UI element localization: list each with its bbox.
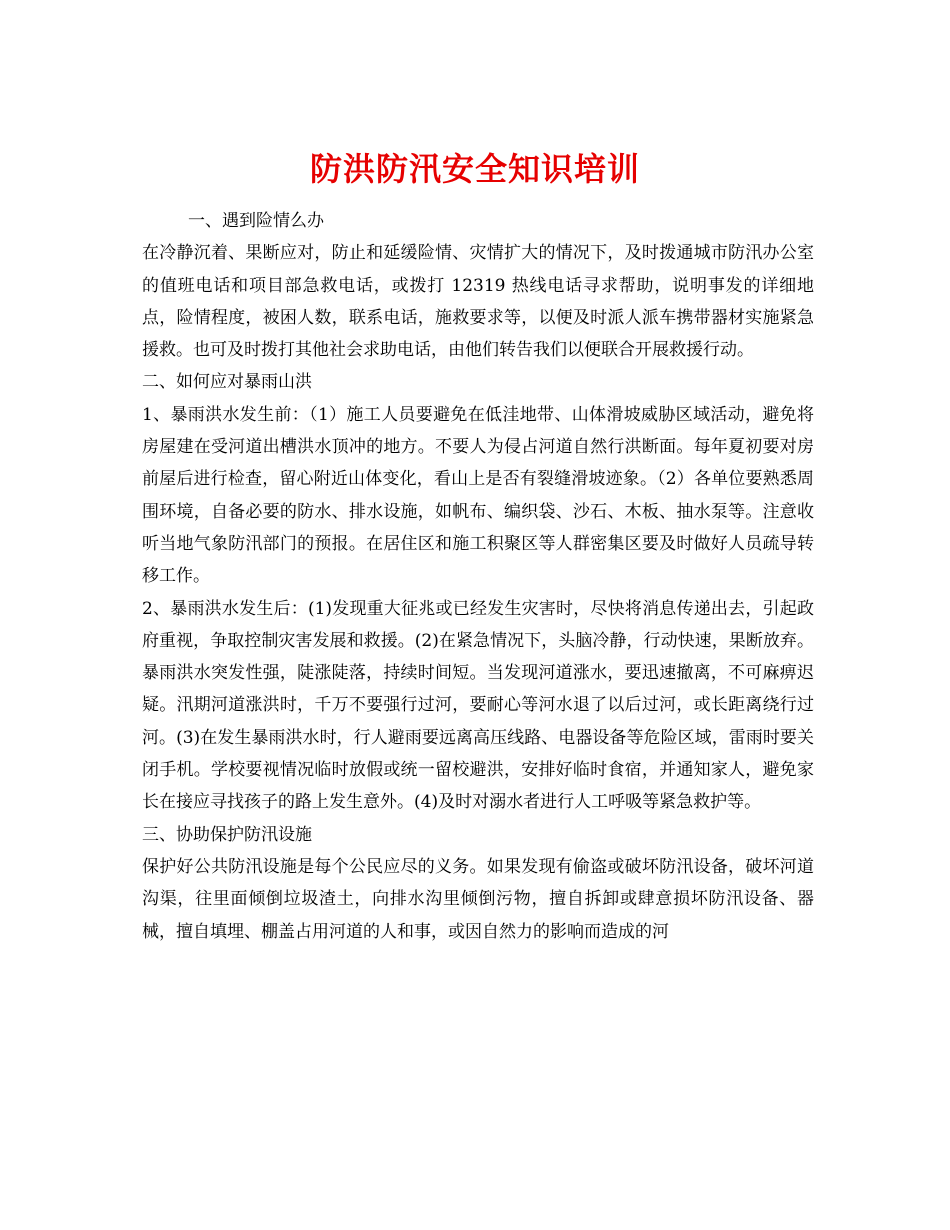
section-heading-1: 一、遇到险情么办 xyxy=(188,211,324,231)
section-heading-3: 三、协助保护防汛设施 xyxy=(142,824,312,845)
paragraph-before-flood: 1、暴雨洪水发生前：（1）施工人员要避免在低洼地带、山体滑坡威胁区域活动，避免将房屋建在受河道出槽洪水顶冲的地方。不要人为侵占河道自然行洪断面。每年夏初要对房前屋后进行检查，留心附近山体变化，看山上是否有裂缝滑坡迹象。（2）各单位要熟悉周围环境，自备必要的防水、排水设施，如帆布、编织袋、沙石、木板、抽水泵等。注意收听当地气象防汛部门的预报。在居住区和施工积聚区等人群密集区要及时做好人员疏导转移工作。 xyxy=(142,404,814,587)
paragraph-emergency: 在冷静沉着、果断应对，防止和延缓险情、灾情扩大的情况下，及时拨通城市防汛办公室的值班电话和项目部急救电话，或拨打 12319 热线电话寻求帮助，说明事发的详细地点，险情程度，被困人数，联系电话，施救要求等，以便及时派人派车携带器材实施紧急援救。也可及时拨打其他社会求助电话，由他们转告我们以便联合开展救援行动。 xyxy=(142,243,814,361)
paragraph-after-flood: 2、暴雨洪水发生后：(1)发现重大征兆或已经发生灾害时，尽快将消息传递出去，引起政府重视，争取控制灾害发展和救援。(2)在紧急情况下，头脑冷静，行动快速，果断放弃。暴雨洪水突发性强，陡涨陡落，持续时间短。当发现河道涨水，要迅速撤离，不可麻痹迟疑。汛期河道涨洪时，千万不要强行过河，要耐心等河水退了以后过河，或长距离绕行过河。(3)在发生暴雨洪水时，行人避雨要远离高压线路、电器设备等危险区域，雷雨时要关闭手机。学校要视情况临时放假或统一留校避洪，安排好临时食宿，并通知家人，避免家长在接应寻找孩子的路上发生意外。(4)及时对溺水者进行人工呼吸等紧急救护等。 xyxy=(142,598,814,813)
document-body xyxy=(142,205,814,948)
paragraph-protect-facilities: 保护好公共防汛设施是每个公民应尽的义务。如果发现有偷盗或破坏防汛设备，破坏河道沟渠，往里面倾倒垃圾渣土，向排水沟里倾倒污物，擅自拆卸或肆意损坏防汛设备、器械，擅自填埋、棚盖占用河道的人和事，或因自然力的影响而造成的河 xyxy=(142,856,814,942)
document-title: 防洪防汛安全知识培训 xyxy=(309,150,640,189)
section-heading-2: 二、如何应对暴雨山洪 xyxy=(142,372,312,393)
